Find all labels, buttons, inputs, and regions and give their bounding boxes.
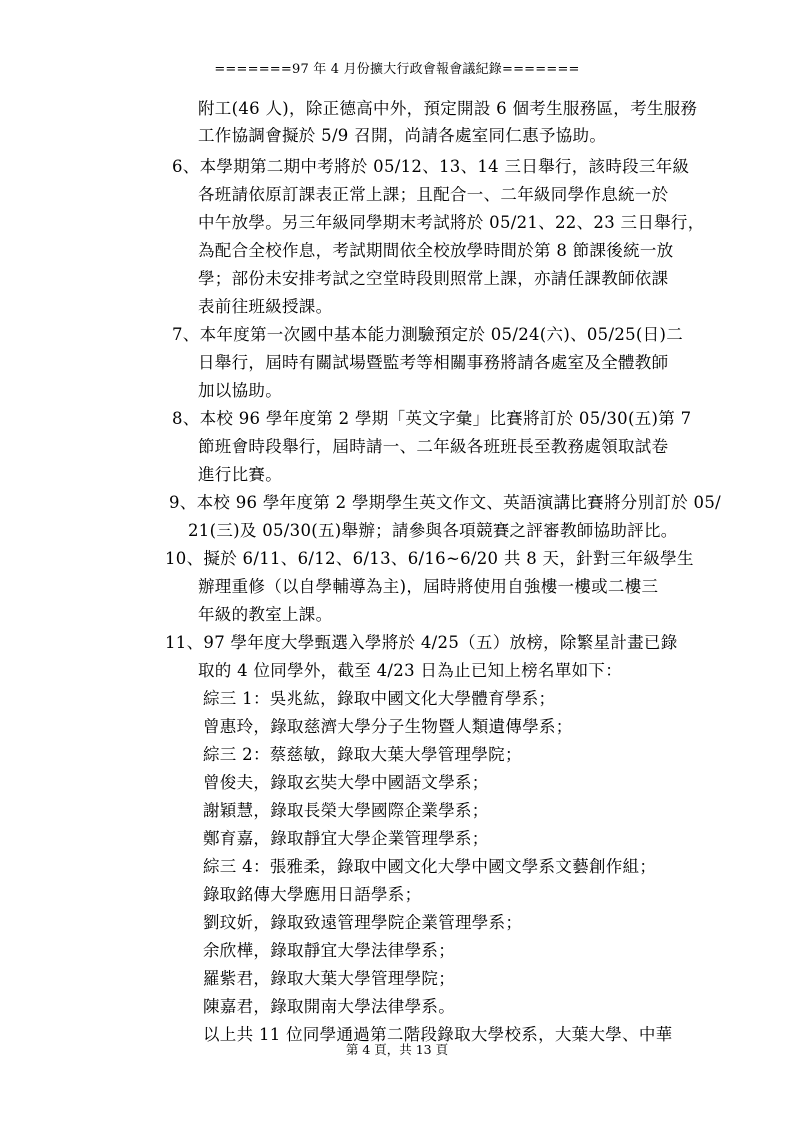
text-line: 6、本學期第二期中考將於 05/12、13、14 三日舉行，該時段三年級 bbox=[172, 157, 690, 176]
text-line: 工作協調會擬於 5/9 召開，尚請各處室同仁惠予協助。 bbox=[198, 126, 607, 145]
text-line: 加以協助。 bbox=[198, 381, 282, 400]
text-line: 10、擬於 6/11、6/12、6/13、6/16~6/20 共 8 天，針對三年級學生 bbox=[165, 549, 694, 568]
text-line: 9、本校 96 學年度第 2 學期學生英文作文、英語演講比賽將分別訂於 05/ bbox=[169, 493, 721, 512]
text-line: 錄取銘傳大學應用日語學系； bbox=[203, 885, 422, 904]
text-line: 綜三 2：蔡慈敏，錄取大葉大學管理學院； bbox=[203, 745, 522, 764]
text-line: 8、本校 96 學年度第 2 學期「英文字彙」比賽將訂於 05/30(五)第 7 bbox=[172, 409, 692, 428]
text-line: 曾俊夫，錄取玄奘大學中國語文學系； bbox=[203, 773, 489, 792]
text-line: 日舉行，屆時有關試場暨監考等相關事務將請各處室及全體教師 bbox=[198, 353, 669, 372]
text-line: 7、本年度第一次國中基本能力測驗預定於 05/24(六)、05/25(日)二 bbox=[172, 325, 683, 344]
page-header: =======97 年 4 月份擴大行政會報會議紀錄======= bbox=[214, 62, 580, 77]
text-line: 各班請依原訂課表正常上課；且配合一、二年級同學作息統一於 bbox=[198, 185, 669, 204]
text-line: 劉玟妡，錄取致遠管理學院企業管理學系； bbox=[203, 913, 523, 932]
text-line: 中午放學。另三年級同學期末考試將於 05/21、22、23 三日舉行， bbox=[198, 213, 705, 232]
text-line: 年級的教室上課。 bbox=[198, 605, 333, 624]
text-line: 羅紫君，錄取大葉大學管理學院； bbox=[203, 969, 455, 988]
text-line: 節班會時段舉行，屆時請一、二年級各班班長至教務處領取試卷 bbox=[198, 437, 669, 456]
text-line: 辦理重修（以自學輔導為主)，屆時將使用自強樓一樓或二樓三 bbox=[198, 577, 659, 596]
page-footer: 第 4 頁，共 13 頁 bbox=[345, 1042, 449, 1057]
text-line: 取的 4 位同學外，截至 4/23 日為止已知上榜名單如下： bbox=[198, 661, 623, 680]
text-line: 綜三 4：張雅柔，錄取中國文化大學中國文學系文藝創作組； bbox=[203, 857, 657, 876]
text-line: 附工(46 人)，除正德高中外，預定開設 6 個考生服務區，考生服務 bbox=[198, 99, 698, 118]
text-line: 謝穎慧，錄取長榮大學國際企業學系； bbox=[203, 801, 489, 820]
text-line: 11、97 學年度大學甄選入學將於 4/25（五）放榜，除繁星計畫已錄 bbox=[165, 633, 678, 652]
text-line: 為配合全校作息，考試期間依全校放學時間於第 8 節課後統一放 bbox=[198, 241, 674, 260]
text-line: 學；部份未安排考試之空堂時段則照常上課，亦請任課教師依課 bbox=[198, 269, 669, 288]
text-line: 綜三 1：吳兆紘，錄取中國文化大學體育學系； bbox=[203, 689, 556, 708]
text-line: 進行比賽。 bbox=[198, 465, 282, 484]
text-line: 表前往班級授課。 bbox=[198, 297, 333, 316]
text-line: 鄭育嘉，錄取靜宜大學企業管理學系； bbox=[203, 829, 489, 848]
text-line: 陳嘉君，錄取開南大學法律學系。 bbox=[203, 997, 455, 1016]
text-line: 曾惠玲，錄取慈濟大學分子生物暨人類遺傳學系； bbox=[203, 717, 573, 736]
text-line: 21(三)及 05/30(五)舉辦；請參與各項競賽之評審教師協助評比。 bbox=[188, 521, 678, 540]
text-line: 余欣樺，錄取靜宜大學法律學系； bbox=[203, 941, 455, 960]
text-line: 以上共 11 位同學通過第二階段錄取大學校系，大葉大學、中華 bbox=[203, 1025, 673, 1044]
